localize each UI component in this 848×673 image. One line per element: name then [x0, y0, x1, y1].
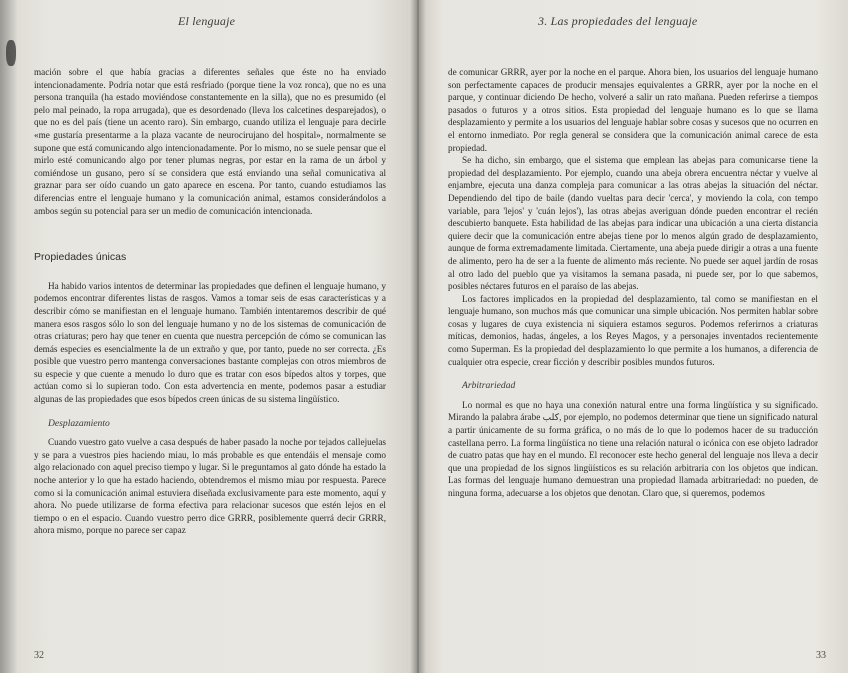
page-number-right: 33: [816, 650, 826, 661]
left-body-text: [34, 66, 386, 537]
left-page: [0, 0, 418, 673]
page-number-left: 32: [34, 650, 44, 661]
subsection-heading-displacement: Desplazamiento: [48, 417, 110, 429]
right-body-text: [448, 66, 818, 500]
paragraph-properties: Ha habido varios intentos de determinar las propiedades que definen el lenguaje humano, y podemos encontrar diferentes listas de rasgos. Vamos a tomar seis de esas características y a describir cómo se manifiestan en el lenguaje humano. También intentaremos describir de qué manera esos rasgos sólo lo son del lenguaje humano y no de los sistemas de comunicación de otras criaturas; pero hay que tener en cuenta que nuestra percepción de cómo se comunican las demás especies es esencialmente la de un extraño y que, por tanto, puede no ser correcta. ¿Es posible que vuestro perro mantenga conversaciones bastante complejas con otros miembros de su especie y que cuente a menudo lo duro que es tratar con esos bípedos altos y torpes, que actúan como si lo supieran todo. Con esta advertencia en mente, podemos pasar a estudiar algunas de las propiedades que esos bípedos creen únicas de su sistema lingüístico.: [34, 280, 386, 405]
paragraph-factors: Los factores implicados en la propiedad del desplazamiento, tal como se manifiestan en el lenguaje humano, son muchos más que comunicar una simple ubicación. Nos permiten hablar sobre cosas y lugares de cuya existencia ni siquiera estamos seguros. Podemos referirnos a criaturas míticas, demonios, hadas, ángeles, a los Reyes Magos, y a personajes inventados recientemente como Superman. Es la propiedad del desplazamiento lo que permite a los humanos, a diferencia de cualquier otra especie, crear ficción y describir posibles mundos futuros.: [448, 293, 818, 367]
page-edge-shadow: [0, 0, 18, 673]
section-heading: Propiedades únicas: [34, 251, 127, 264]
scan-blot: [6, 40, 16, 66]
paragraph-continuation: de comunicar GRRR, ayer por la noche en el parque. Ahora bien, los usuarios del lenguaje humano son perfectamente capaces de producir mensajes equivalentes a GRRR, ayer por la noche en el parque, y continuar diciendo De hecho, volveré a salir un rato mañana. Pueden referirse a tiempos pasados o futuros y a otros sitios. Esta propiedad del lenguaje humano es lo que se llama desplazamiento y permite a los usuarios del lenguaje hablar sobre cosas y sucesos que no ocurren en el entorno inmediato. Por regla general se considera que la comunicación animal carece de esta propiedad.: [448, 67, 818, 153]
paragraph-arbitrariness: Lo normal es que no haya una conexión natural entre una forma lingüística y su significado. Mirando la palabra árabe كلب, por ejemplo, no podemos determinar que tiene un significado natural a partir únicamente de su forma gráfica, o no más de lo que lo podemos hacer de su traducción castellana perro. La forma lingüística no tiene una relación natural o icónica con ese objeto ladrador de cuatro patas que hay en el mundo. El reconocer este hecho general del lenguaje nos lleva a decir que una propiedad de los signos lingüísticos es su relación arbitraria con los objetos que indican. Las formas del lenguaje humano demuestran una propiedad llamada arbitrariedad: no pueden, de ninguna forma, adecuarse a los objetos que denotan. Claro que, si queremos, podemos: [448, 399, 818, 498]
paragraph-bees: Se ha dicho, sin embargo, que el sistema que emplean las abejas para comunicarse tiene la propiedad del desplazamiento. Por ejemplo, cuando una abeja obrera encuentra néctar y vuelve al enjambre, ejecuta una danza compleja para comunicar a las otras abejas la situación del néctar. Dependiendo del tipo de baile (dando vueltas para decir 'cerca', y moviendo la cola, con tempo variable, para 'lejos' y 'cuán lejos'), las otras abejas averiguan dónde pueden encontrar el recién descubierto banquete. Esta habilidad de las abejas para indicar una ubicación a una cierta distancia quiere decir que la comunicación entre abejas tiene por lo menos algún grado de desplazamiento, aunque de forma extremadamente limitada. Ciertamente, una abeja puede dirigir a otras a una fuente de alimento, pero ha de ser a la fuente de alimento más reciente. No puede ser aquel jardín de rosas al otro lado del pueblo que ya visitamos la semana pasada, ni puede ser, por lo que sabemos, posibles néctares futuros en el paraíso de las abejas.: [448, 155, 818, 292]
right-page: [418, 0, 848, 673]
running-head-left: El lenguaje: [178, 14, 236, 28]
running-head-right: 3. Las propiedades del lenguaje: [538, 14, 698, 28]
paragraph-opening: mación sobre el que había gracias a diferentes señales que éste no ha enviado intencionadamente. Podría notar que está resfriado (porque tiene la voz ronca), que no es una persona tranquila (ha estado moviéndose constantemente en la silla), que no es presumido (el pelo mal peinado, la ropa arrugada), que es desordenado (lleva los calcetines desparejados), o que no es del país (tiene un acento raro). Sin embargo, cuando utiliza el lenguaje para decirle «me gustaría presentarme a la plaza vacante de neurocirujano del hospital», normalmente se supone que está comunicando algo intencionadamente. Por lo mismo, no se suele pensar que el mirlo esté comunicando algo por tener plumas negras, por estar en la rama de un árbol y comiéndose un gusano, pero sí se considera que está enviando una señal comunicativa al graznar para ser oído cuando un gato aparece en escena. Por tanto, cuando estudiamos las diferencias entre el lenguaje humano y la comunicación animal, estamos considerándolos a ambos según su potencial para ser un medio de comunicación intencionada.: [34, 67, 386, 216]
paragraph-displacement: Cuando vuestro gato vuelve a casa después de haber pasado la noche por tejados callejuelas y se para a vuestros pies haciendo miau, lo más probable es que entendáis el mensaje como algo relacionado con aquel preciso tiempo y lugar. Si le preguntamos al gato dónde ha estado la noche anterior y lo que ha estado haciendo, obtendremos el mismo miau por respuesta. Parece como si la comunicación animal estuviera diseñada exclusivamente para este momento, aquí y ahora. No puede utilizarse de forma efectiva para relacionar sucesos que estén lejos en el tiempo o en el espacio. Cuando vuestro perro dice GRRR, posiblemente querrá decir GRRR, ahora mismo, porque no parece ser capaz: [34, 437, 386, 536]
subsection-heading-arbitrariness: Arbitrariedad: [462, 380, 516, 392]
book-gutter: [410, 0, 426, 673]
